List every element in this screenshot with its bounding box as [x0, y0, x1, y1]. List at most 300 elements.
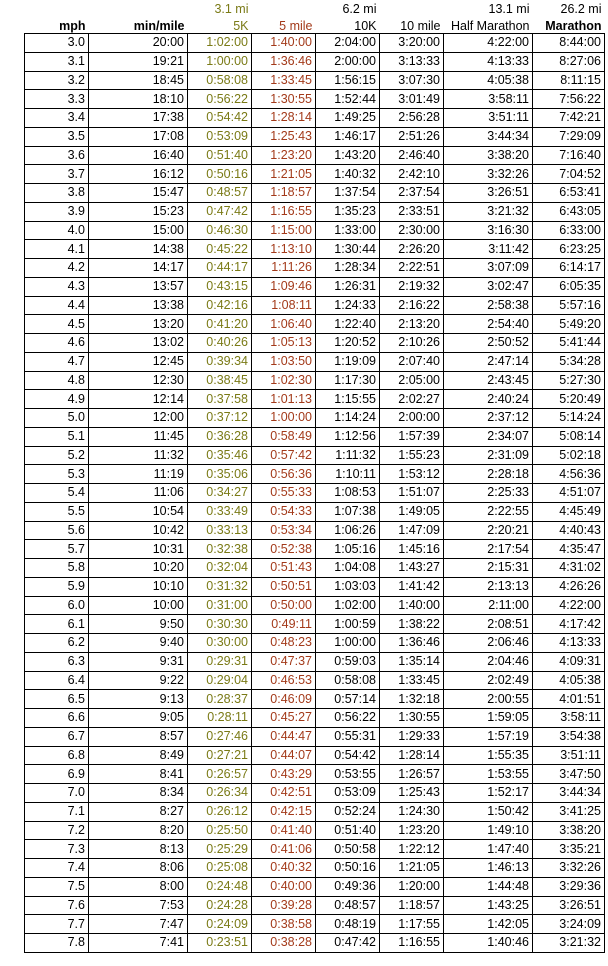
cell-min-mile: 8:27	[89, 802, 188, 821]
cell-10k: 0:52:24	[316, 802, 380, 821]
cell-5-mile: 0:45:27	[252, 709, 316, 728]
col-header-10k: 10K	[354, 19, 377, 33]
cell-min-mile: 7:53	[89, 896, 188, 915]
cell-5-mile: 1:18:57	[252, 184, 316, 203]
cell-marathon: 5:14:24	[533, 409, 605, 428]
cell-5-mile: 1:05:13	[252, 334, 316, 353]
cell-5-mile: 0:50:51	[252, 577, 316, 596]
cell-half-marathon: 1:53:55	[444, 765, 533, 784]
cell-5k: 0:47:42	[188, 202, 252, 221]
cell-10k: 1:46:17	[316, 127, 380, 146]
cell-10k: 1:40:32	[316, 165, 380, 184]
cell-5k: 1:02:00	[188, 34, 252, 53]
cell-10k: 0:59:03	[316, 652, 380, 671]
table-row	[25, 409, 605, 428]
cell-10k: 1:56:15	[316, 71, 380, 90]
cell-mph: 5.7	[25, 540, 89, 559]
cell-min-mile: 12:45	[89, 352, 188, 371]
cell-5k: 0:26:12	[188, 802, 252, 821]
cell-min-mile: 10:00	[89, 596, 188, 615]
cell-10-mile: 1:18:57	[380, 896, 444, 915]
cell-mph: 3.3	[25, 90, 89, 109]
cell-10k: 1:20:52	[316, 334, 380, 353]
cell-marathon: 4:35:47	[533, 540, 605, 559]
cell-10-mile: 2:07:40	[380, 352, 444, 371]
cell-min-mile: 13:02	[89, 334, 188, 353]
cell-marathon: 3:51:11	[533, 746, 605, 765]
cell-marathon: 5:27:30	[533, 371, 605, 390]
cell-10-mile: 1:30:55	[380, 709, 444, 728]
cell-mph: 6.5	[25, 690, 89, 709]
cell-min-mile: 17:38	[89, 109, 188, 128]
cell-10-mile: 1:36:46	[380, 634, 444, 653]
table-row	[25, 596, 605, 615]
cell-10k: 1:30:44	[316, 240, 380, 259]
cell-marathon: 7:42:21	[533, 109, 605, 128]
table-row	[25, 315, 605, 334]
cell-mph: 4.2	[25, 259, 89, 278]
table-row	[25, 727, 605, 746]
cell-10k: 1:35:23	[316, 202, 380, 221]
cell-10-mile: 1:25:43	[380, 784, 444, 803]
table-row	[25, 634, 605, 653]
cell-half-marathon: 1:52:17	[444, 784, 533, 803]
cell-mph: 4.0	[25, 221, 89, 240]
cell-marathon: 4:22:00	[533, 596, 605, 615]
cell-min-mile: 9:50	[89, 615, 188, 634]
cell-mph: 3.1	[25, 52, 89, 71]
cell-half-marathon: 2:04:46	[444, 652, 533, 671]
cell-10-mile: 2:02:27	[380, 390, 444, 409]
cell-5k: 0:38:45	[188, 371, 252, 390]
cell-10k: 1:11:32	[316, 446, 380, 465]
cell-5-mile: 0:46:53	[252, 671, 316, 690]
cell-10k: 0:47:42	[316, 934, 380, 953]
cell-5k: 0:50:16	[188, 165, 252, 184]
cell-half-marathon: 3:11:42	[444, 240, 533, 259]
cell-10-mile: 1:29:33	[380, 727, 444, 746]
cell-half-marathon: 2:50:52	[444, 334, 533, 353]
cell-10-mile: 2:37:54	[380, 184, 444, 203]
table-row	[25, 334, 605, 353]
cell-10k: 0:55:31	[316, 727, 380, 746]
cell-5k: 0:58:08	[188, 71, 252, 90]
cell-10k: 0:57:14	[316, 690, 380, 709]
cell-mph: 7.8	[25, 934, 89, 953]
table-row	[25, 221, 605, 240]
cell-mph: 6.1	[25, 615, 89, 634]
cell-mph: 7.6	[25, 896, 89, 915]
table-row	[25, 577, 605, 596]
cell-10k: 1:52:44	[316, 90, 380, 109]
cell-10-mile: 1:16:55	[380, 934, 444, 953]
cell-marathon: 3:35:21	[533, 840, 605, 859]
cell-5k: 0:53:09	[188, 127, 252, 146]
cell-10-mile: 2:13:20	[380, 315, 444, 334]
cell-5k: 0:32:04	[188, 559, 252, 578]
cell-10-mile: 2:33:51	[380, 202, 444, 221]
cell-min-mile: 8:13	[89, 840, 188, 859]
cell-10k: 0:50:16	[316, 859, 380, 878]
cell-half-marathon: 2:08:51	[444, 615, 533, 634]
cell-10-mile: 3:07:30	[380, 71, 444, 90]
cell-half-marathon: 1:49:10	[444, 821, 533, 840]
cell-marathon: 3:29:36	[533, 877, 605, 896]
cell-5k: 0:30:00	[188, 634, 252, 653]
cell-5k: 0:31:00	[188, 596, 252, 615]
cell-5-mile: 1:33:45	[252, 71, 316, 90]
cell-5-mile: 0:51:43	[252, 559, 316, 578]
cell-10-mile: 1:20:00	[380, 877, 444, 896]
cell-5-mile: 0:57:42	[252, 446, 316, 465]
cell-5k: 0:30:30	[188, 615, 252, 634]
cell-half-marathon: 1:50:42	[444, 802, 533, 821]
cell-5-mile: 1:09:46	[252, 277, 316, 296]
cell-marathon: 7:04:52	[533, 165, 605, 184]
cell-5k: 0:33:49	[188, 502, 252, 521]
cell-min-mile: 14:17	[89, 259, 188, 278]
cell-10-mile: 1:45:16	[380, 540, 444, 559]
cell-10k: 0:54:42	[316, 746, 380, 765]
cell-10-mile: 1:57:39	[380, 427, 444, 446]
cell-10-mile: 3:13:33	[380, 52, 444, 71]
cell-10k: 1:02:00	[316, 596, 380, 615]
cell-half-marathon: 2:06:46	[444, 634, 533, 653]
cell-half-marathon: 2:17:54	[444, 540, 533, 559]
table-row	[25, 502, 605, 521]
table-row	[25, 465, 605, 484]
table-row	[25, 840, 605, 859]
cell-5-mile: 1:06:40	[252, 315, 316, 334]
cell-half-marathon: 1:59:05	[444, 709, 533, 728]
cell-mph: 7.2	[25, 821, 89, 840]
cell-mph: 5.0	[25, 409, 89, 428]
distance-marathon: 26.2 mi	[560, 2, 602, 16]
cell-10k: 0:56:22	[316, 709, 380, 728]
cell-10k: 1:24:33	[316, 296, 380, 315]
cell-half-marathon: 2:37:12	[444, 409, 533, 428]
cell-marathon: 7:29:09	[533, 127, 605, 146]
cell-5-mile: 0:40:32	[252, 859, 316, 878]
cell-min-mile: 11:06	[89, 484, 188, 503]
cell-5-mile: 0:48:23	[252, 634, 316, 653]
cell-10k: 2:04:00	[316, 34, 380, 53]
table-row	[25, 446, 605, 465]
cell-mph: 4.5	[25, 315, 89, 334]
cell-10-mile: 1:24:30	[380, 802, 444, 821]
cell-half-marathon: 2:22:55	[444, 502, 533, 521]
cell-5k: 0:43:15	[188, 277, 252, 296]
cell-min-mile: 9:40	[89, 634, 188, 653]
cell-5k: 0:25:29	[188, 840, 252, 859]
cell-mph: 6.3	[25, 652, 89, 671]
cell-marathon: 4:51:07	[533, 484, 605, 503]
cell-min-mile: 15:23	[89, 202, 188, 221]
table-row	[25, 146, 605, 165]
cell-half-marathon: 3:21:32	[444, 202, 533, 221]
cell-10-mile: 2:51:26	[380, 127, 444, 146]
cell-10k: 0:58:08	[316, 671, 380, 690]
cell-5k: 0:29:04	[188, 671, 252, 690]
cell-10-mile: 2:56:28	[380, 109, 444, 128]
cell-half-marathon: 2:58:38	[444, 296, 533, 315]
cell-5k: 0:40:26	[188, 334, 252, 353]
cell-marathon: 5:08:14	[533, 427, 605, 446]
cell-mph: 3.6	[25, 146, 89, 165]
table-row	[25, 90, 605, 109]
cell-marathon: 4:17:42	[533, 615, 605, 634]
cell-half-marathon: 1:55:35	[444, 746, 533, 765]
cell-mph: 4.4	[25, 296, 89, 315]
table-row	[25, 34, 605, 53]
col-header-min-mile: min/mile	[133, 19, 185, 33]
cell-5-mile: 0:52:38	[252, 540, 316, 559]
cell-5k: 0:34:27	[188, 484, 252, 503]
cell-10-mile: 1:22:12	[380, 840, 444, 859]
cell-marathon: 3:41:25	[533, 802, 605, 821]
cell-10k: 0:51:40	[316, 821, 380, 840]
cell-marathon: 8:11:15	[533, 71, 605, 90]
cell-half-marathon: 3:16:30	[444, 221, 533, 240]
cell-10-mile: 2:05:00	[380, 371, 444, 390]
cell-10-mile: 2:46:40	[380, 146, 444, 165]
distance-blank-10mile	[380, 0, 444, 16]
cell-5-mile: 1:16:55	[252, 202, 316, 221]
table-row	[25, 559, 605, 578]
table-row	[25, 671, 605, 690]
cell-marathon: 6:33:00	[533, 221, 605, 240]
cell-10-mile: 1:23:20	[380, 821, 444, 840]
cell-5-mile: 1:23:20	[252, 146, 316, 165]
cell-10k: 1:08:53	[316, 484, 380, 503]
cell-min-mile: 12:00	[89, 409, 188, 428]
cell-10k: 1:15:55	[316, 390, 380, 409]
table-row	[25, 615, 605, 634]
cell-min-mile: 19:21	[89, 52, 188, 71]
cell-10k: 1:37:54	[316, 184, 380, 203]
cell-10k: 1:10:11	[316, 465, 380, 484]
col-header-5k: 5K	[233, 19, 249, 33]
cell-5-mile: 0:54:33	[252, 502, 316, 521]
table-row	[25, 259, 605, 278]
cell-10k: 1:00:59	[316, 615, 380, 634]
cell-marathon: 3:26:51	[533, 896, 605, 915]
cell-mph: 5.8	[25, 559, 89, 578]
distance-blank-mph	[25, 0, 89, 16]
cell-10-mile: 1:35:14	[380, 652, 444, 671]
table-row	[25, 652, 605, 671]
cell-mph: 7.5	[25, 877, 89, 896]
cell-10k: 1:03:03	[316, 577, 380, 596]
cell-5-mile: 0:40:00	[252, 877, 316, 896]
cell-mph: 6.8	[25, 746, 89, 765]
cell-min-mile: 18:45	[89, 71, 188, 90]
cell-10k: 1:26:31	[316, 277, 380, 296]
cell-10-mile: 1:49:05	[380, 502, 444, 521]
cell-min-mile: 18:10	[89, 90, 188, 109]
cell-marathon: 3:54:38	[533, 727, 605, 746]
cell-10-mile: 1:32:18	[380, 690, 444, 709]
table-row	[25, 746, 605, 765]
cell-min-mile: 8:20	[89, 821, 188, 840]
cell-5-mile: 0:38:28	[252, 934, 316, 953]
cell-marathon: 4:01:51	[533, 690, 605, 709]
cell-5-mile: 1:25:43	[252, 127, 316, 146]
cell-marathon: 6:43:05	[533, 202, 605, 221]
cell-half-marathon: 2:31:09	[444, 446, 533, 465]
cell-5k: 0:35:06	[188, 465, 252, 484]
cell-10k: 1:19:09	[316, 352, 380, 371]
cell-5-mile: 0:58:49	[252, 427, 316, 446]
cell-marathon: 3:58:11	[533, 709, 605, 728]
cell-mph: 5.5	[25, 502, 89, 521]
cell-10-mile: 2:30:00	[380, 221, 444, 240]
cell-mph: 7.7	[25, 915, 89, 934]
cell-5-mile: 1:13:10	[252, 240, 316, 259]
table-row	[25, 371, 605, 390]
cell-5-mile: 0:46:09	[252, 690, 316, 709]
cell-5k: 0:31:32	[188, 577, 252, 596]
cell-5-mile: 1:08:11	[252, 296, 316, 315]
cell-10-mile: 2:42:10	[380, 165, 444, 184]
cell-mph: 3.8	[25, 184, 89, 203]
cell-10k: 0:50:58	[316, 840, 380, 859]
table-row	[25, 802, 605, 821]
cell-marathon: 6:05:35	[533, 277, 605, 296]
table-row	[25, 540, 605, 559]
table-header	[25, 0, 605, 34]
cell-10k: 1:12:56	[316, 427, 380, 446]
cell-mph: 4.7	[25, 352, 89, 371]
distance-row	[25, 0, 605, 16]
cell-5-mile: 1:40:00	[252, 34, 316, 53]
cell-5-mile: 0:39:28	[252, 896, 316, 915]
cell-half-marathon: 2:34:07	[444, 427, 533, 446]
cell-min-mile: 15:00	[89, 221, 188, 240]
cell-marathon: 5:20:49	[533, 390, 605, 409]
cell-10k: 1:14:24	[316, 409, 380, 428]
cell-mph: 3.7	[25, 165, 89, 184]
cell-half-marathon: 2:00:55	[444, 690, 533, 709]
cell-5k: 0:28:37	[188, 690, 252, 709]
cell-min-mile: 10:10	[89, 577, 188, 596]
cell-marathon: 3:32:26	[533, 859, 605, 878]
table-row	[25, 709, 605, 728]
cell-half-marathon: 1:46:13	[444, 859, 533, 878]
cell-5k: 0:48:57	[188, 184, 252, 203]
cell-10-mile: 1:40:00	[380, 596, 444, 615]
cell-mph: 6.6	[25, 709, 89, 728]
table-row	[25, 690, 605, 709]
cell-5-mile: 1:01:13	[252, 390, 316, 409]
cell-5-mile: 0:50:00	[252, 596, 316, 615]
cell-min-mile: 8:41	[89, 765, 188, 784]
cell-mph: 7.4	[25, 859, 89, 878]
cell-marathon: 4:56:36	[533, 465, 605, 484]
cell-10k: 2:00:00	[316, 52, 380, 71]
table-row	[25, 127, 605, 146]
cell-mph: 5.9	[25, 577, 89, 596]
cell-half-marathon: 2:43:45	[444, 371, 533, 390]
cell-min-mile: 9:22	[89, 671, 188, 690]
cell-half-marathon: 2:40:24	[444, 390, 533, 409]
cell-half-marathon: 3:44:34	[444, 127, 533, 146]
cell-10k: 1:43:20	[316, 146, 380, 165]
cell-10-mile: 2:16:22	[380, 296, 444, 315]
table-row	[25, 427, 605, 446]
cell-min-mile: 10:20	[89, 559, 188, 578]
cell-marathon: 7:56:22	[533, 90, 605, 109]
cell-5k: 0:32:38	[188, 540, 252, 559]
cell-5k: 0:37:58	[188, 390, 252, 409]
cell-5k: 0:51:40	[188, 146, 252, 165]
cell-half-marathon: 2:13:13	[444, 577, 533, 596]
cell-5-mile: 0:44:07	[252, 746, 316, 765]
cell-mph: 5.6	[25, 521, 89, 540]
cell-min-mile: 12:30	[89, 371, 188, 390]
cell-min-mile: 8:00	[89, 877, 188, 896]
cell-half-marathon: 4:05:38	[444, 71, 533, 90]
cell-half-marathon: 3:02:47	[444, 277, 533, 296]
cell-5-mile: 0:41:06	[252, 840, 316, 859]
cell-min-mile: 13:57	[89, 277, 188, 296]
cell-10k: 1:17:30	[316, 371, 380, 390]
cell-5-mile: 0:49:11	[252, 615, 316, 634]
cell-min-mile: 11:32	[89, 446, 188, 465]
cell-half-marathon: 3:58:11	[444, 90, 533, 109]
cell-10-mile: 2:10:26	[380, 334, 444, 353]
cell-mph: 5.4	[25, 484, 89, 503]
cell-5k: 0:24:28	[188, 896, 252, 915]
cell-5k: 0:46:30	[188, 221, 252, 240]
cell-mph: 6.2	[25, 634, 89, 653]
cell-marathon: 4:45:49	[533, 502, 605, 521]
cell-marathon: 6:23:25	[533, 240, 605, 259]
table-row	[25, 277, 605, 296]
cell-5k: 0:37:12	[188, 409, 252, 428]
cell-half-marathon: 2:54:40	[444, 315, 533, 334]
distance-10k: 6.2 mi	[342, 2, 377, 16]
cell-10k: 0:49:36	[316, 877, 380, 896]
cell-half-marathon: 1:42:05	[444, 915, 533, 934]
cell-half-marathon: 2:20:21	[444, 521, 533, 540]
cell-min-mile: 11:45	[89, 427, 188, 446]
cell-10-mile: 2:22:51	[380, 259, 444, 278]
cell-5-mile: 0:38:58	[252, 915, 316, 934]
cell-5k: 0:25:50	[188, 821, 252, 840]
cell-5k: 0:24:48	[188, 877, 252, 896]
cell-10k: 0:48:19	[316, 915, 380, 934]
table-row	[25, 109, 605, 128]
cell-10-mile: 3:20:00	[380, 34, 444, 53]
cell-10-mile: 3:01:49	[380, 90, 444, 109]
cell-min-mile: 9:31	[89, 652, 188, 671]
cell-marathon: 5:57:16	[533, 296, 605, 315]
table-row	[25, 877, 605, 896]
cell-marathon: 4:09:31	[533, 652, 605, 671]
cell-min-mile: 12:14	[89, 390, 188, 409]
cell-half-marathon: 3:32:26	[444, 165, 533, 184]
cell-marathon: 6:53:41	[533, 184, 605, 203]
cell-5k: 0:56:22	[188, 90, 252, 109]
cell-5k: 0:27:21	[188, 746, 252, 765]
cell-marathon: 5:34:28	[533, 352, 605, 371]
cell-half-marathon: 2:47:14	[444, 352, 533, 371]
table-row	[25, 896, 605, 915]
cell-marathon: 6:14:17	[533, 259, 605, 278]
cell-min-mile: 10:42	[89, 521, 188, 540]
cell-mph: 4.6	[25, 334, 89, 353]
